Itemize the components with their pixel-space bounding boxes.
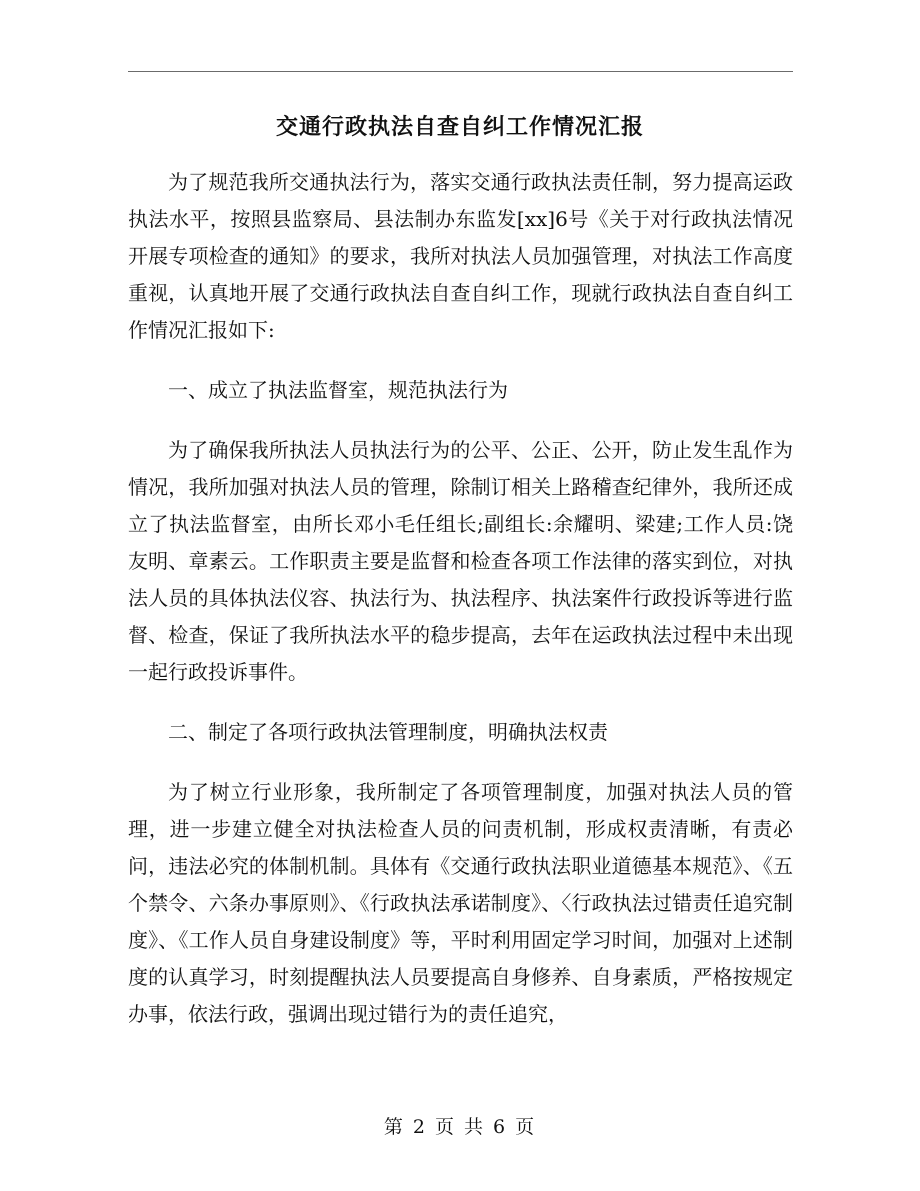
header-rule bbox=[128, 71, 793, 72]
document-title: 交通行政执法自查自纠工作情况汇报 bbox=[275, 114, 644, 140]
section-heading-1: 一、成立了执法监督室，规范执法行为 bbox=[168, 378, 508, 402]
page-number-footer: 第 2 页 共 6 页 bbox=[383, 1116, 537, 1138]
section-paragraph-1: 为了确保我所执法人员执法行为的公平、公正、公开，防止发生乱作为情况，我所加强对执法人员的管理，除制订相关上路稽查纪律外，我所还成立了执法监督室，由所长邓小毛任组长;副组长:余耀明、梁建;工作人员:饶友明、章素云。工作职责主要是监督和检查各项工作法律的落实到位，对执法人员的具体执法仪容、执法行为、执法程序、执法案件行政投诉等进行监督、检查，保证了我所执法水平的稳步提高，去年在运政执法过程中未出现一起行政投诉事件。 bbox=[128, 438, 793, 684]
document-body bbox=[128, 164, 793, 1056]
intro-paragraph: 为了规范我所交通执法行为，落实交通行政执法责任制，努力提高运政执法水平，按照县监察局、县法制办东监发[xx]6号《关于对行政执法情况开展专项检查的通知》的要求，我所对执法人员加强管理，对执法工作高度重视，认真地开展了交通行政执法自查自纠工作，现就行政执法自查自纠工作情况汇报如下: bbox=[128, 170, 793, 342]
section-paragraph-2: 为了树立行业形象，我所制定了各项管理制度，加强对执法人员的管理，进一步建立健全对执法检查人员的问责机制，形成权责清晰，有责必问，违法必究的体制机制。具体有《交通行政执法职业道德基本规范》、《五个禁令、六条办事原则》、《行政执法承诺制度》、〈行政执法过错责任追究制度》、《工作人员自身建设制度》等，平时利用固定学习时间，加强对上述制度的认真学习，时刻提醒执法人员要提高自身修养、自身素质，严格按规定办事，依法行政，强调出现过错行为的责任追究， bbox=[128, 780, 793, 1026]
section-heading-2: 二、制定了各项行政执法管理制度，明确执法权责 bbox=[168, 720, 608, 744]
